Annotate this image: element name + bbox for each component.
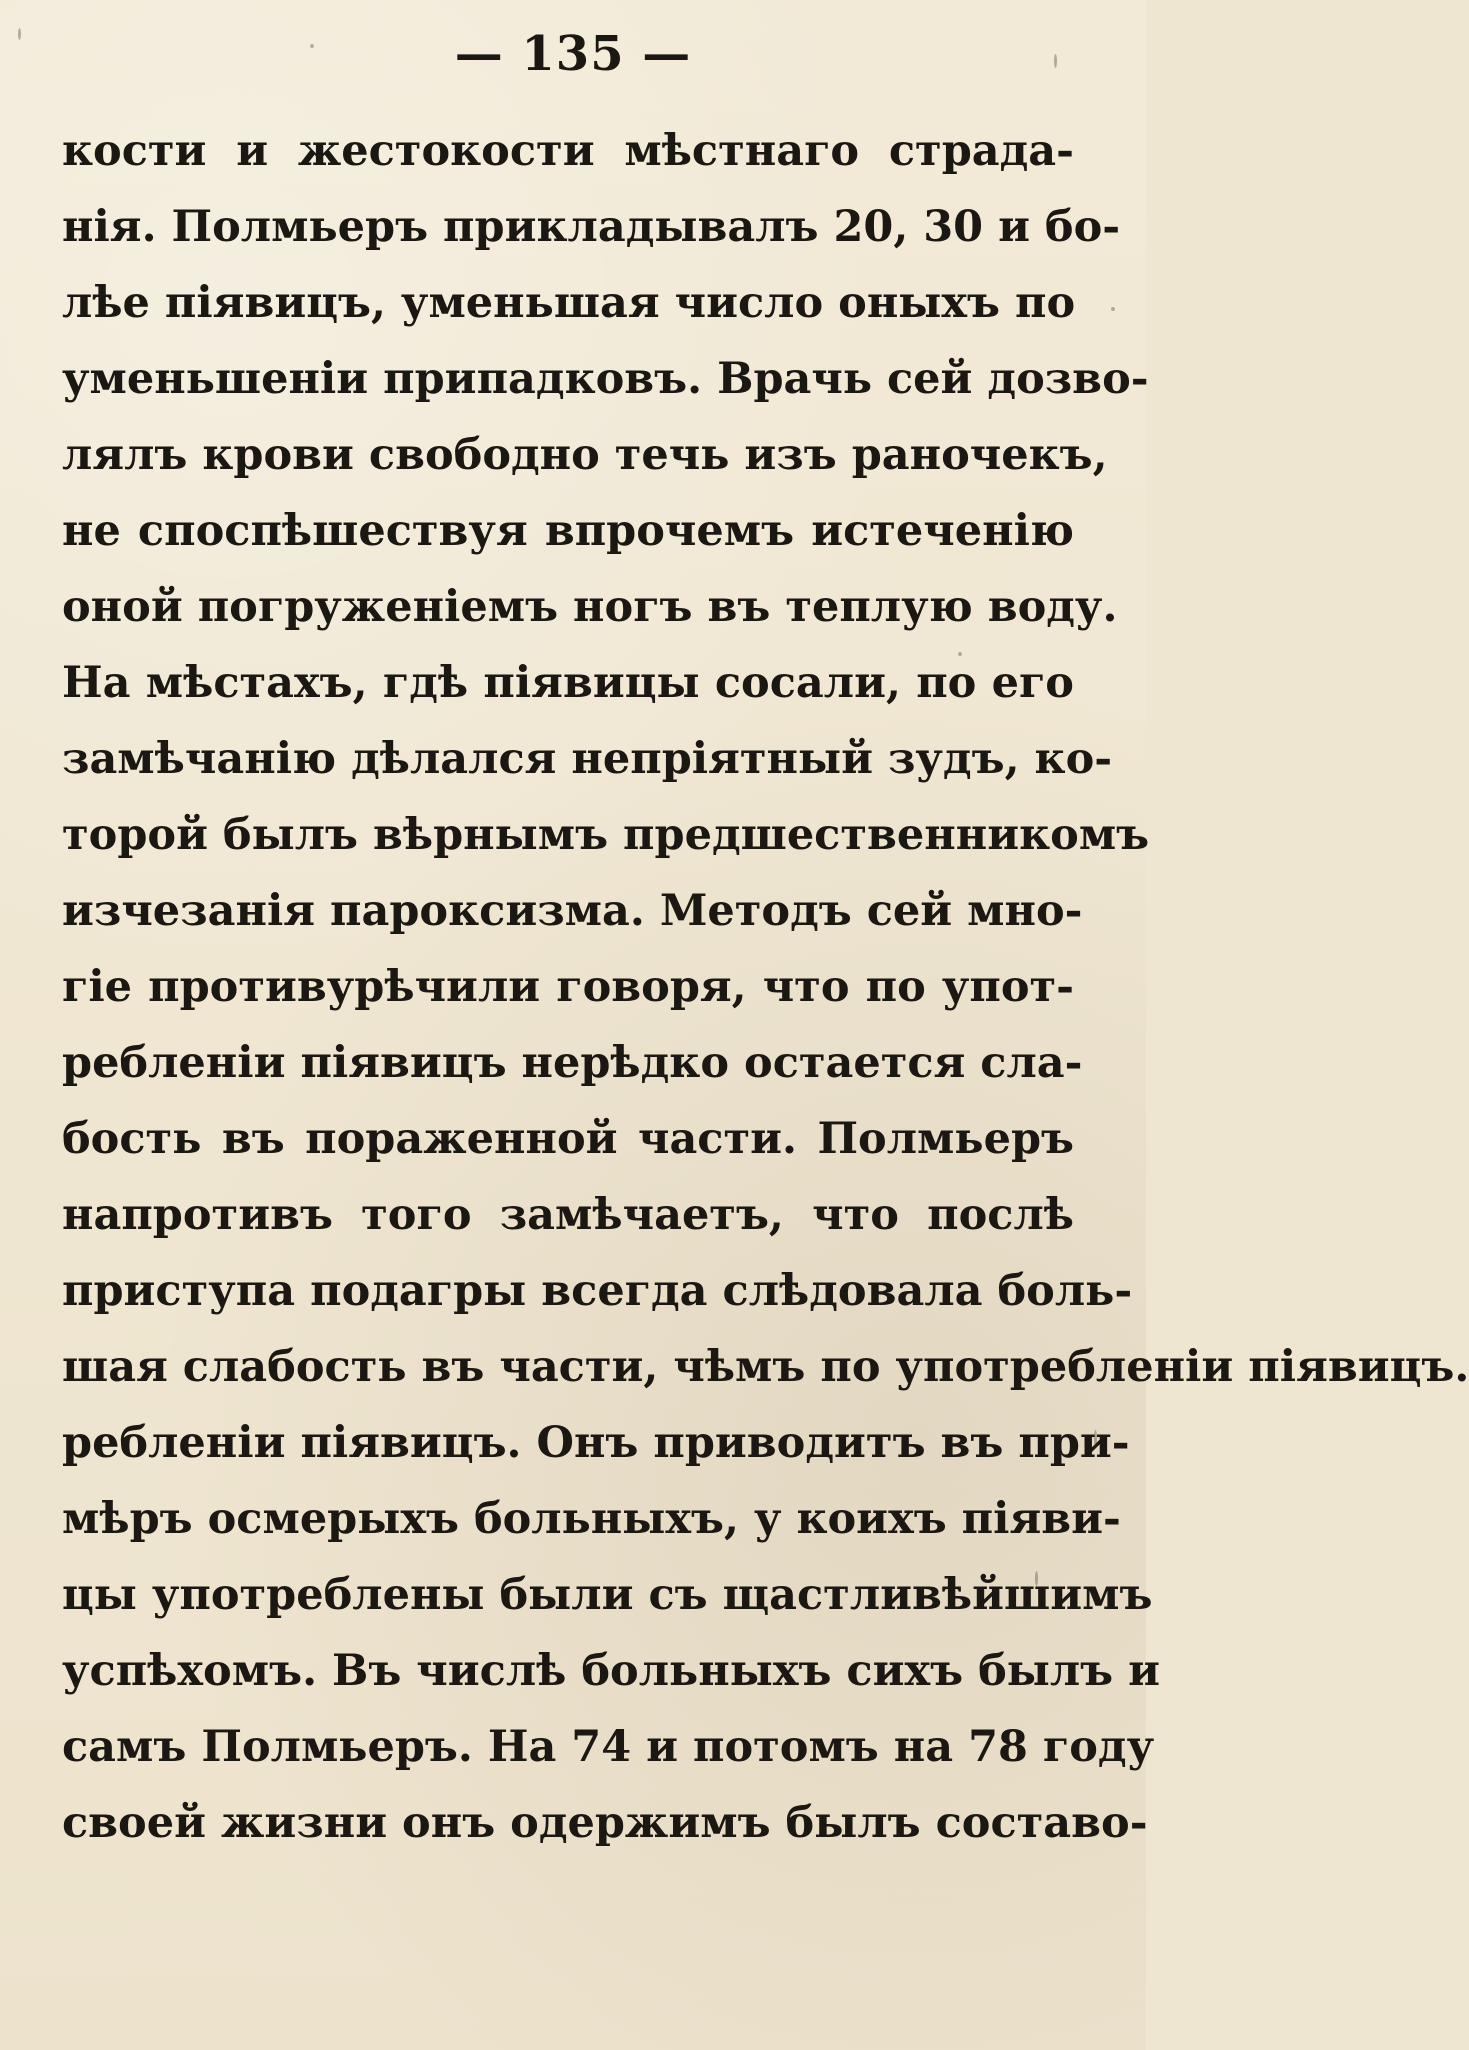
text-line-16: приступа подагры всегда слѣдовала боль- [62,1266,1133,1316]
text-line-3: лѣе піявицъ, уменьшая число оныхъ по [62,278,1076,328]
text-line-9: замѣчанію дѣлался непріятный зудъ, ко- [62,734,1113,784]
paper-speck [18,28,21,40]
paper-speck [958,652,962,656]
text-line-13: ребленіи піявицъ нерѣдко остается сла- [62,1038,1083,1088]
paper-speck [1054,54,1057,68]
text-line-11: изчезанія пароксизма. Методъ сей мно- [62,886,1083,936]
paper-speck [310,44,314,48]
text-line-20: цы употреблены были съ щастливѣйшимъ [62,1570,1153,1620]
text-line-6: не споспѣшествуя впрочемъ истеченію [62,506,1074,556]
text-line-17: шая слабость въ части, чѣмъ по употребленіи піявицъ. [62,1342,1469,1392]
page-number: — 135 — [454,26,692,82]
text-line-19: мѣръ осмерыхъ больныхъ, у коихъ піяви- [62,1494,1121,1544]
text-line-10: торой былъ вѣрнымъ предшественникомъ [62,810,1150,860]
text-line-12: гіе противурѣчили говоря, что по упот- [62,962,1074,1012]
text-line-21: успѣхомъ. Въ числѣ больныхъ сихъ былъ и [62,1646,1161,1696]
paper-speck [1094,1430,1097,1448]
text-line-5: лялъ крови свободно течь изъ раночекъ, [62,430,1108,480]
paper-speck [1035,1571,1038,1586]
text-line-22: самъ Полмьеръ. На 74 и потомъ на 78 году [62,1722,1155,1772]
text-line-15: напротивъ того замѣчаетъ, что послѣ [62,1190,1074,1240]
paper-speck [1111,307,1115,311]
text-line-2: нія. Полмьеръ прикладывалъ 20, 30 и бо- [62,202,1121,252]
text-line-23: своей жизни онъ одержимъ былъ составо- [62,1798,1148,1848]
text-line-1: кости и жестокости мѣстнаго страда- [62,126,1074,176]
text-line-14: бость въ пораженной части. Полмьеръ [62,1114,1074,1164]
text-line-8: На мѣстахъ, гдѣ піявицы сосали, по его [62,658,1074,708]
text-line-4: уменьшеніи припадковъ. Врачь сей дозво- [62,354,1149,404]
text-line-18: ребленіи піявицъ. Онъ приводитъ въ при- [62,1418,1130,1468]
text-line-7: оной погруженіемъ ногъ въ теплую воду. [62,582,1118,632]
